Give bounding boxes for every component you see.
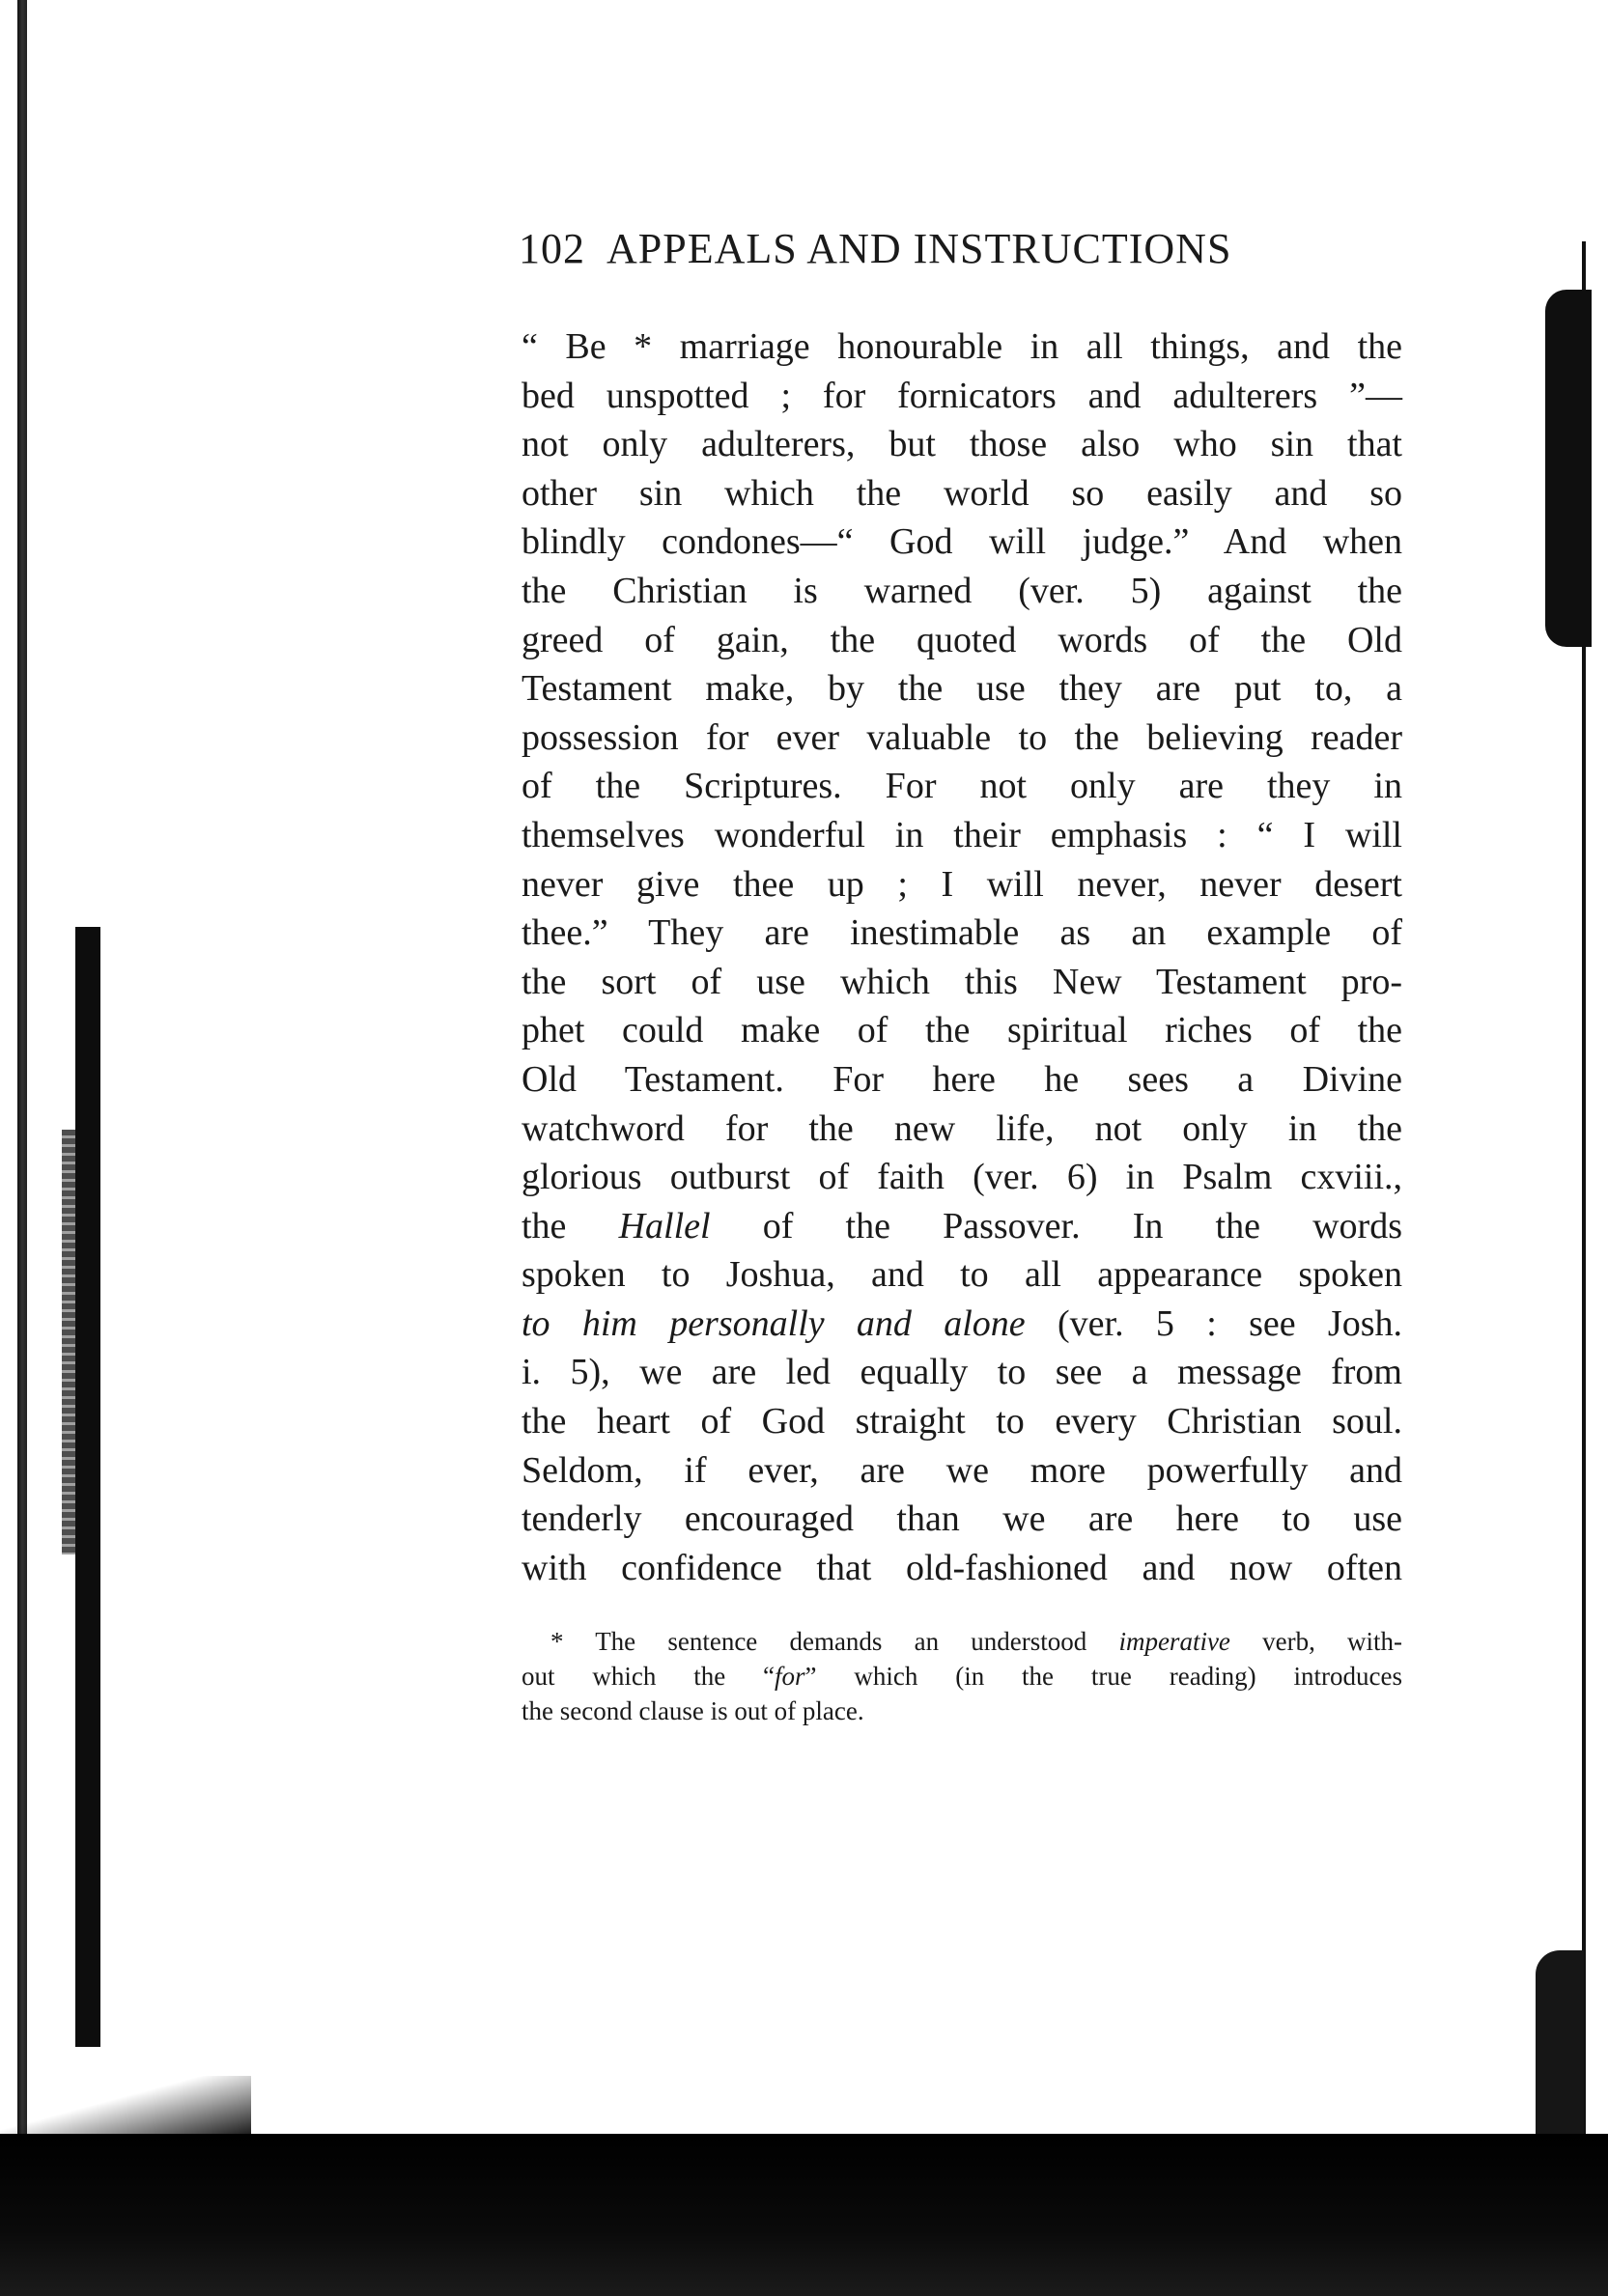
text-line: never give thee up ; I will never, never desert bbox=[522, 863, 1402, 905]
text-line: the sort of use which this New Testament pro- bbox=[522, 961, 1402, 1002]
scan-edge-left bbox=[17, 0, 27, 2153]
text-segment: of the Passover. In the words bbox=[710, 1205, 1402, 1246]
text-segment: (ver. 5 : see Josh. bbox=[1025, 1302, 1403, 1344]
text-line: Old Testament. For here he sees a Divine bbox=[522, 1058, 1402, 1100]
text-line: i. 5), we are led equally to see a message from bbox=[522, 1352, 1402, 1393]
body-text bbox=[522, 322, 1402, 1592]
text-segment: * The sentence demands an understood bbox=[550, 1627, 1119, 1656]
scan-edge-right-blot bbox=[1545, 290, 1592, 647]
italic-segment: for bbox=[775, 1662, 805, 1691]
text-segment: out which the “ bbox=[522, 1662, 776, 1691]
text-line: bed unspotted ; for fornicators and adulterers ”— bbox=[522, 375, 1402, 416]
text-line: possession for ever valuable to the believing reader bbox=[522, 716, 1402, 758]
text-line: other sin which the world so easily and so bbox=[522, 472, 1402, 514]
text-line: with confidence that old-fashioned and now often bbox=[522, 1547, 1402, 1588]
footnote-line bbox=[522, 1659, 1402, 1694]
text-segment: the bbox=[522, 1205, 619, 1246]
text-segment: verb, with- bbox=[1229, 1627, 1402, 1656]
footnote bbox=[522, 1624, 1402, 1728]
text-line: tenderly encouraged than we are here to use bbox=[522, 1498, 1402, 1540]
scan-edge-right-bottom-blot bbox=[1536, 1950, 1584, 2163]
italic-segment: to him personally and alone bbox=[522, 1302, 1026, 1344]
text-line: phet could make of the spiritual riches of the bbox=[522, 1010, 1402, 1051]
italic-segment: imperative bbox=[1118, 1627, 1230, 1656]
text-line: Testament make, by the use they are put to, a bbox=[522, 668, 1402, 710]
text-line: the Christian is warned (ver. 5) against the bbox=[522, 570, 1402, 611]
text-line: greed of gain, the quoted words of the Old bbox=[522, 619, 1402, 660]
footnote-line bbox=[522, 1624, 1402, 1659]
text-line: the heart of God straight to every Christian soul. bbox=[522, 1401, 1402, 1442]
text-line: “ Be * marriage honourable in all things, and the bbox=[522, 326, 1402, 367]
text-line: themselves wonderful in their emphasis : “ I will bbox=[522, 814, 1402, 855]
text-segment: ” which (in the true reading) introduces bbox=[804, 1662, 1402, 1691]
text-line-with-italic bbox=[522, 1300, 1402, 1349]
text-line: watchword for the new life, not only in the bbox=[522, 1107, 1402, 1149]
page-heading: APPEALS AND INSTRUCTIONS bbox=[607, 225, 1232, 272]
footnote-line: the second clause is out of place. bbox=[522, 1696, 864, 1725]
page-number: 102 bbox=[519, 225, 585, 272]
text-line: spoken to Joshua, and to all appearance spoken bbox=[522, 1254, 1402, 1296]
text-line: Seldom, if ever, are we more powerfully and bbox=[522, 1449, 1402, 1491]
text-line: not only adulterers, but those also who sin that bbox=[522, 424, 1402, 465]
scan-edge-left-noise bbox=[62, 1130, 75, 1554]
italic-segment: Hallel bbox=[618, 1205, 711, 1246]
running-head bbox=[519, 224, 1388, 273]
scan-edge-left-shadow bbox=[75, 927, 100, 2047]
text-line: thee.” They are inestimable as an example of bbox=[522, 912, 1402, 954]
text-line-with-italic bbox=[522, 1202, 1402, 1251]
scan-edge-bottom bbox=[0, 2134, 1608, 2296]
text-line: glorious outburst of faith (ver. 6) in Psalm cxviii., bbox=[522, 1157, 1402, 1198]
text-line: of the Scriptures. For not only are they in bbox=[522, 766, 1402, 807]
text-line: blindly condones—“ God will judge.” And when bbox=[522, 521, 1402, 563]
